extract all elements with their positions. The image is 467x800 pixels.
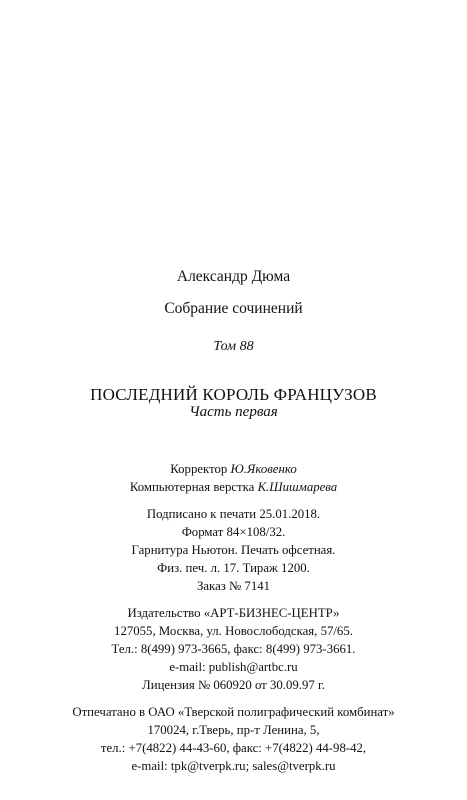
book-title: ПОСЛЕДНИЙ КОРОЛЬ ФРАНЦУЗОВ [90,385,377,404]
typeface-info: Гарнитура Ньютон. Печать офсетная. [131,543,336,557]
publisher-email: e-mail: publish@artbc.ru [169,660,298,674]
printer-email: e-mail: tpk@tverpk.ru; sales@tverpk.ru [131,759,336,773]
publisher-address: 127055, Москва, ул. Новослободская, 57/65. [114,624,353,638]
corrector-name: Ю.Яковенко [230,462,297,476]
printer-address: 170024, г.Тверь, пр-т Ленина, 5, [147,723,320,737]
corrector-credit [0,463,467,476]
order-number: Заказ № 7141 [196,579,271,593]
volume-number: Том 88 [213,339,254,354]
layout-label: Компьютерная верстка [129,480,255,494]
corrector-label: Корректор [170,462,228,476]
layout-credit [0,481,467,494]
signed-to-print: Подписано к печати 25.01.2018. [146,507,321,521]
print-format: Формат 84×108/32. [181,525,286,539]
printer-phones: тел.: +7(4822) 44-43-60, факс: +7(4822) 44-98-42, [100,741,367,755]
publisher-license: Лицензия № 060920 от 30.09.97 г. [142,678,325,692]
printer-name: Отпечатано в ОАО «Тверской полиграфический комбинат» [72,705,395,719]
layout-name: К.Шишмарева [257,480,338,494]
publisher-phones: Тел.: 8(499) 973-3665, факс: 8(499) 973-3661. [111,642,356,656]
collection-title: Собрание сочинений [164,300,303,317]
sheets-info: Физ. печ. л. 17. Тираж 1200. [157,561,310,575]
publisher-name: Издательство «АРТ-БИЗНЕС-ЦЕНТР» [127,606,340,620]
book-subtitle: Часть первая [189,404,278,420]
author-name: Александр Дюма [176,268,291,285]
